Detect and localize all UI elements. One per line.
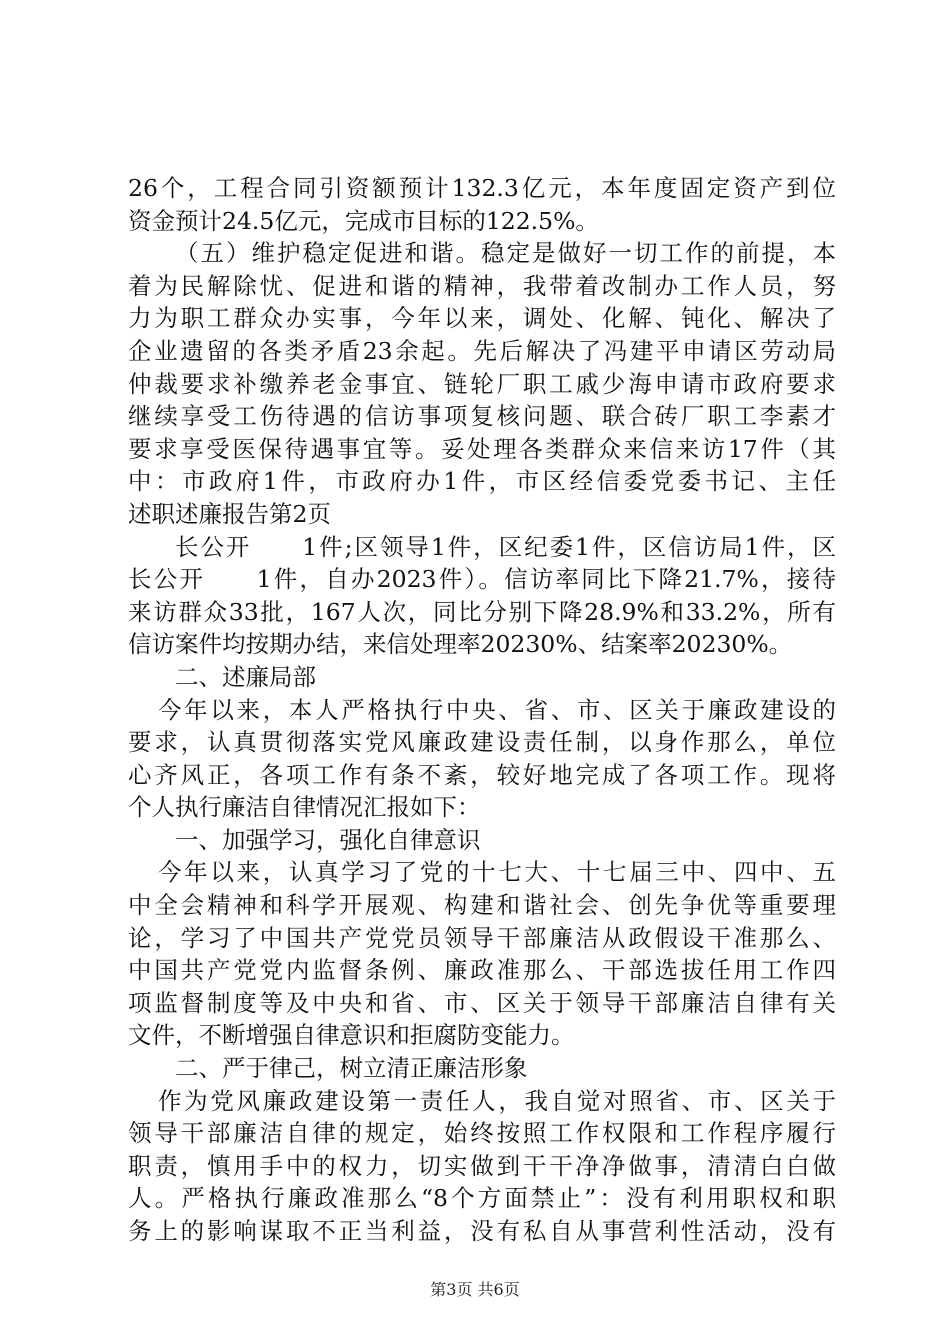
- page-footer: 第3页 共6页: [430, 1280, 520, 1299]
- text-line: 来访群众33批，167人次，同比分别下降28.9%和33.2%，所有: [128, 597, 836, 626]
- section-heading: 二、严于律己，树立清正廉洁形象: [175, 1054, 528, 1083]
- text-line: （五）维护稳定促进和谐。稳定是做好一切工作的前提，本: [175, 239, 836, 268]
- text-line: 个人执行廉洁自律情况汇报如下：: [128, 793, 481, 822]
- section-heading: 二、述廉局部: [175, 662, 316, 691]
- text-line: 今年以来，认真学习了党的十七大、十七届三中、四中、五: [158, 858, 836, 887]
- section-heading: 一、加强学习，强化自律意识: [175, 825, 481, 854]
- text-line: 项监督制度等及中央和省、市、区关于领导干部廉洁自律有关: [128, 988, 836, 1017]
- text-line: 继续享受工伤待遇的信访事项复核问题、联合砖厂职工李素才: [128, 402, 836, 431]
- text-line: 长公开 1件，自办2023件）。信访率同比下降21.7%，接待: [128, 565, 836, 594]
- text-line: 资金预计24.5亿元，完成市目标的122.5%。: [128, 206, 599, 235]
- text-line: 心齐风正，各项工作有条不紊，较好地完成了各项工作。现将: [128, 760, 836, 789]
- text-line: 职责，慎用手中的权力，切实做到干干净净做事，清清白白做: [128, 1151, 836, 1180]
- document-body: [128, 172, 836, 1248]
- text-line: 务上的影响谋取不正当利益，没有私自从事营利性活动，没有: [128, 1217, 836, 1245]
- text-line: 文件，不断增强自律意识和拒腐防变能力。: [128, 1021, 575, 1050]
- text-line: 信访案件均按期办结，来信处理率20230%、结案率20230%。: [128, 630, 793, 659]
- text-line: 中：市政府1件，市政府办1件，市区经信委党委书记、主任: [128, 467, 836, 496]
- text-line: 仲裁要求补缴养老金事宜、链轮厂职工戚少海申请市政府要求: [128, 369, 836, 398]
- text-line: 今年以来，本人严格执行中央、省、市、区关于廉政建设的: [158, 695, 836, 724]
- text-line: 作为党风廉政建设第一责任人，我自觉对照省、市、区关于: [158, 1086, 836, 1115]
- text-line: 述职述廉报告第2页: [128, 499, 331, 528]
- text-line: 中国共产党党内监督条例、廉政准那么、干部选拔任用工作四: [128, 956, 836, 985]
- text-line: 中全会精神和科学开展观、构建和谐社会、创先争优等重要理: [128, 891, 836, 920]
- text-line: 人。严格执行廉政准那么“8个方面禁止”：没有利用职权和职: [128, 1184, 836, 1213]
- text-line: 力为职工群众办实事，今年以来，调处、化解、钝化、解决了: [128, 304, 836, 333]
- text-line: 26个，工程合同引资额预计132.3亿元，本年度固定资产到位: [128, 174, 836, 202]
- text-line: 着为民解除忧、促进和谐的精神，我带着改制办工作人员，努: [128, 271, 836, 300]
- text-line: 领导干部廉洁自律的规定，始终按照工作权限和工作程序履行: [128, 1119, 836, 1148]
- text-line: 论，学习了中国共产党党员领导干部廉洁从政假设干准那么、: [128, 923, 836, 952]
- text-line: 要求，认真贯彻落实党风廉政建设责任制，以身作那么，单位: [128, 728, 836, 757]
- text-line: 长公开 1件;区领导1件，区纪委1件，区信访局1件，区: [175, 532, 836, 561]
- text-line: 企业遗留的各类矛盾23余起。先后解决了冯建平申请区劳动局: [128, 336, 836, 365]
- text-line: 要求享受医保待遇事宜等。妥处理各类群众来信来访17件（其: [128, 434, 836, 463]
